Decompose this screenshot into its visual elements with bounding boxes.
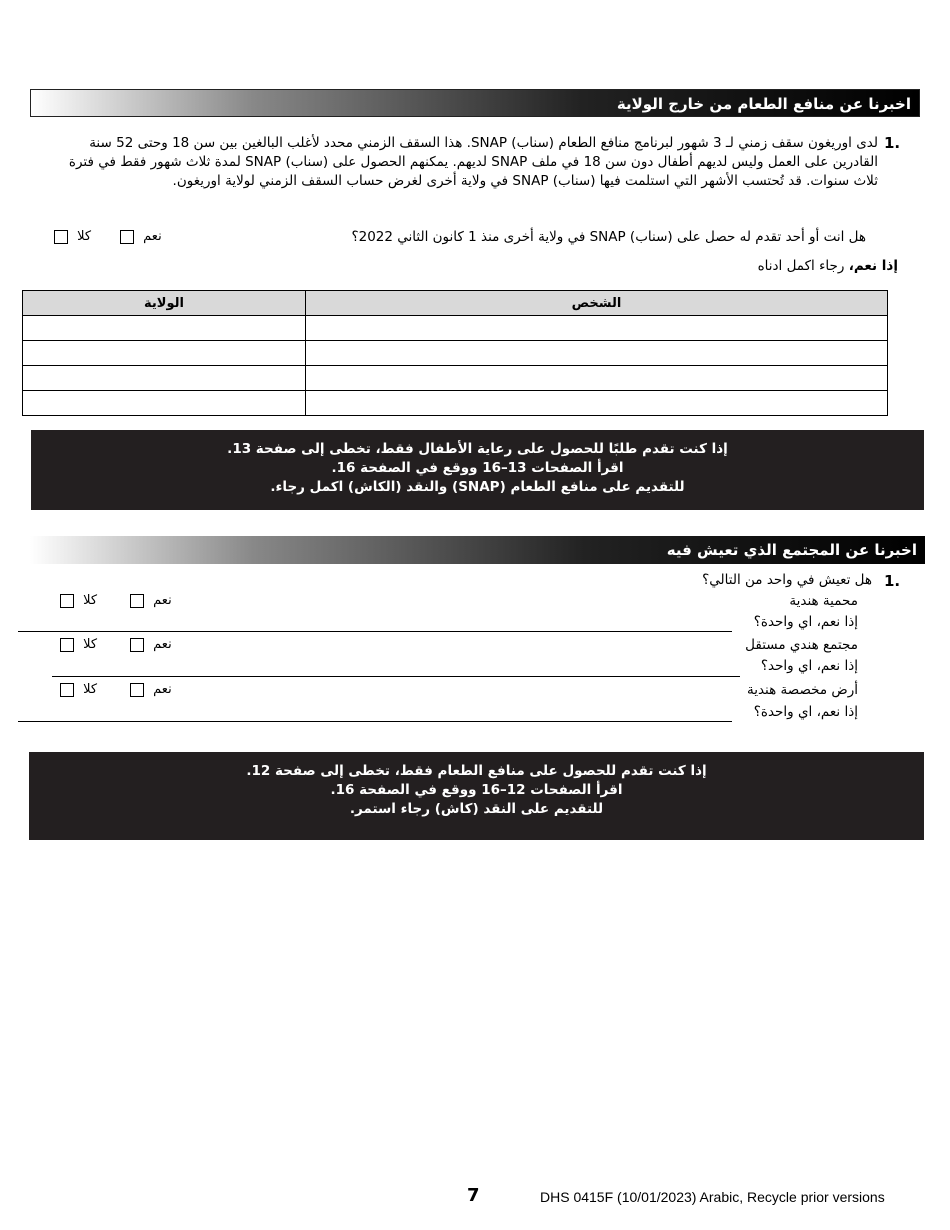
notice-box-child-care [31, 430, 924, 510]
person-cell[interactable] [306, 341, 888, 366]
notice-line: إذا كنت تقدم للحصول على منافع الطعام فقط، تخطى إلى صفحة 12. [246, 763, 707, 779]
no-option [54, 229, 91, 244]
question-number: 1. [884, 572, 901, 590]
followup-label: إذا نعم، اي واحدة؟ [753, 614, 858, 630]
yes-checkbox[interactable] [130, 594, 144, 608]
no-label: كلا [83, 682, 98, 697]
yes-option [130, 593, 172, 608]
table-row [23, 391, 888, 416]
notice-line: اقرأ الصفحات 12–16 ووقع في الصفحة 16. [330, 782, 623, 798]
no-checkbox[interactable] [60, 638, 74, 652]
yes-label: نعم [153, 682, 172, 697]
state-cell[interactable] [23, 366, 306, 391]
indian-allotted-land-label: أرض مخصصة هندية [746, 682, 858, 698]
section-header-out-of-state [30, 89, 920, 117]
table-row [23, 366, 888, 391]
person-cell[interactable] [306, 391, 888, 416]
no-label: كلا [83, 637, 98, 652]
yes-option [120, 229, 162, 244]
followup-label: إذا نعم، اي واحدة؟ [753, 704, 858, 720]
question-number: 1. [884, 134, 901, 152]
yes-label: نعم [153, 637, 172, 652]
out-of-state-table [22, 290, 888, 416]
if-yes-rest: رجاء اكمل ادناه [757, 258, 849, 274]
yes-option [130, 637, 172, 652]
section-title: اخبرنا عن منافع الطعام من خارج الولاية [616, 95, 911, 113]
table-row [23, 341, 888, 366]
answer-line-allotted-land[interactable] [18, 721, 732, 722]
page-number: 7 [467, 1185, 480, 1206]
no-checkbox[interactable] [60, 594, 74, 608]
state-cell[interactable] [23, 391, 306, 416]
no-checkbox[interactable] [54, 230, 68, 244]
if-yes-instruction [758, 257, 898, 276]
table-header-state: الولاية [23, 291, 306, 316]
snap-time-limit-paragraph: لدى اوريغون سقف زمني لـ 3 شهور لبرنامج منافع الطعام (سناب) SNAP. هذا السقف الزمني محدد لأغلب البالغين بين سن 18 وحتى 52 سنة القادرين على العمل وليس لديهم أطفال دون سن 18 في ملف SNAP لديهم. يمكنهم الحصول على (سناب) SNAP لمدة ثلاث شهور فقط في فترة ثلاث سنوات. قد تُحتسب الأشهر التي استلمت فيها (سناب) SNAP في ولاية أخرى لغرض حساب السقف الزمني لولاية اوريغون. [68, 135, 878, 189]
notice-box-food-only [29, 752, 924, 840]
yes-label: نعم [143, 229, 162, 244]
yes-label: نعم [153, 593, 172, 608]
answer-line-community[interactable] [52, 676, 740, 677]
person-cell[interactable] [306, 366, 888, 391]
section-title: اخبرنا عن المجتمع الذي تعيش فيه [666, 541, 917, 559]
state-cell[interactable] [23, 316, 306, 341]
community-question: هل تعيش في واحد من التالي؟ [702, 572, 872, 588]
person-cell[interactable] [306, 316, 888, 341]
no-option [60, 593, 97, 608]
state-cell[interactable] [23, 341, 306, 366]
section-header-community [30, 536, 925, 564]
no-label: كلا [77, 229, 92, 244]
yes-option [130, 682, 172, 697]
no-option [60, 682, 97, 697]
table-header-person: الشخص [306, 291, 888, 316]
indian-community-label: مجتمع هندي مستقل [745, 637, 858, 653]
no-checkbox[interactable] [60, 683, 74, 697]
if-yes-bold: إذا نعم، [848, 258, 898, 274]
no-option [60, 637, 97, 652]
notice-line: إذا كنت تقدم طلبًا للحصول على رعاية الأطفال فقط، تخطى إلى صفحة 13. [227, 441, 728, 457]
notice-line: للتقديم على منافع الطعام (SNAP) والنقد (الكاش) اكمل رجاء. [270, 479, 685, 495]
answer-line-reservation[interactable] [18, 631, 732, 632]
yes-checkbox[interactable] [130, 683, 144, 697]
indian-reservation-label: محمية هندية [789, 593, 858, 609]
yes-checkbox[interactable] [120, 230, 134, 244]
yes-checkbox[interactable] [130, 638, 144, 652]
form-id: DHS 0415F (10/01/2023) Arabic, Recycle prior versions [540, 1189, 885, 1205]
notice-line: للتقديم على النقد (كاش) رجاء استمر. [349, 801, 604, 817]
no-label: كلا [83, 593, 98, 608]
snap-other-state-question: هل انت أو أحد تقدم له حصل على (سناب) SNAP في ولاية أخرى منذ 1 كانون الثاني 2022؟ [351, 229, 866, 245]
followup-label: إذا نعم، اي واحد؟ [760, 658, 858, 674]
notice-line: اقرأ الصفحات 13–16 ووقع في الصفحة 16. [331, 460, 624, 476]
table-row [23, 316, 888, 341]
